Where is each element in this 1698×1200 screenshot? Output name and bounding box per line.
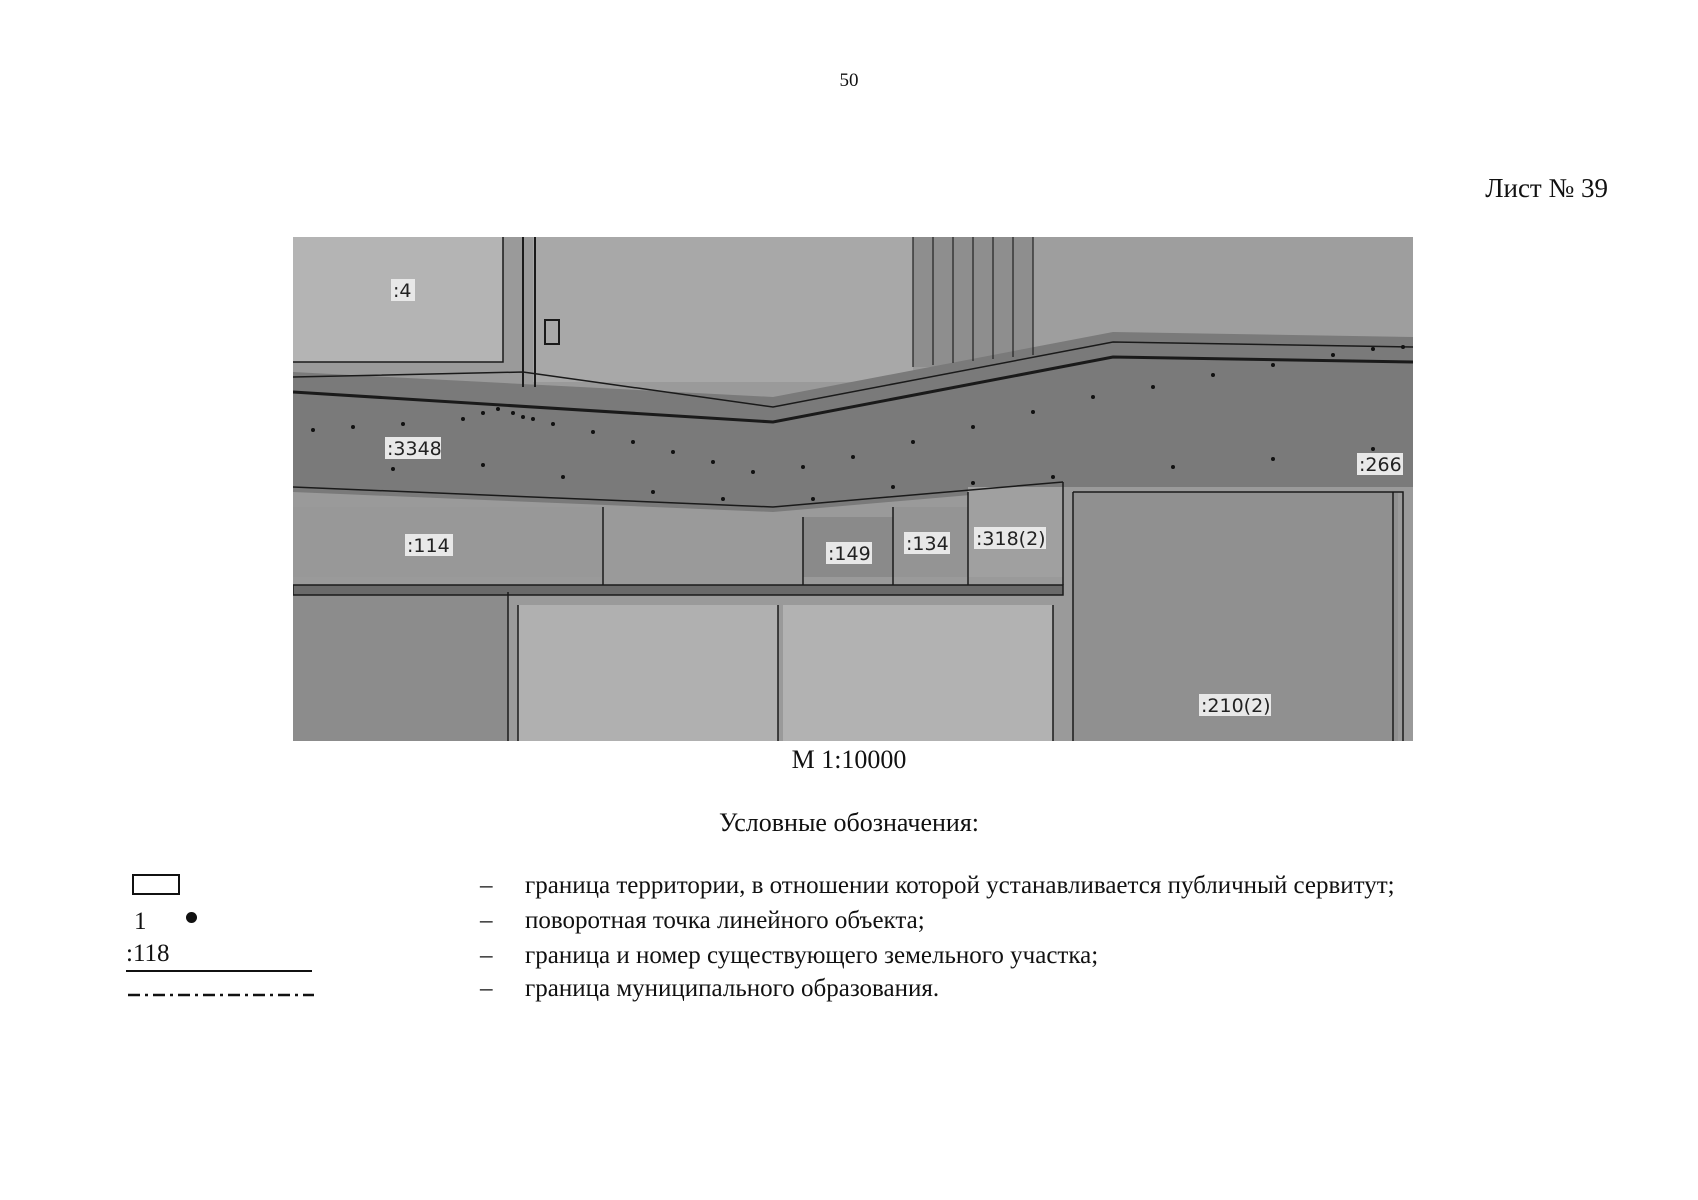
- svg-text::318(2): :318(2): [976, 528, 1046, 550]
- map-image: [293, 237, 1413, 741]
- legend-symbol-parcel-label: :118: [126, 940, 170, 967]
- legend-item-municipal-boundary: [0, 973, 1698, 1007]
- parcel-label-318: [974, 527, 1046, 550]
- legend-title: Условные обозначения:: [718, 808, 980, 837]
- parcel-label-149: [826, 542, 872, 565]
- legend-text: граница и номер существующего земельного участка;: [525, 942, 1099, 969]
- svg-text::3348: :3348: [387, 438, 442, 460]
- legend-text: граница территории, в отношении которой устанавливается публичный сервитут;: [525, 872, 1395, 899]
- legend-symbol-point-label: 1: [134, 908, 147, 935]
- legend-symbol-parcel: [126, 940, 316, 974]
- legend-dash: –: [480, 907, 493, 934]
- legend-symbol-point: [126, 905, 316, 939]
- svg-text::134: :134: [906, 533, 949, 555]
- legend-item-parcel-boundary: [0, 940, 1698, 974]
- sheet-title: Лист № 39: [1485, 173, 1608, 203]
- dash-dot-line-icon: [126, 973, 316, 1007]
- parcel-label-134: [904, 532, 950, 555]
- parcel-label-266: [1357, 453, 1403, 476]
- svg-text::149: :149: [828, 543, 871, 565]
- legend-dash: –: [480, 942, 493, 969]
- field-south-3: [783, 605, 1053, 741]
- legend-symbol-dash-dot: [126, 973, 316, 1007]
- svg-text::4: :4: [393, 280, 412, 302]
- field-south-1: [293, 592, 508, 741]
- legend-item-turning-point: [0, 905, 1698, 939]
- svg-text::210(2): :210(2): [1201, 695, 1271, 717]
- legend-text: граница муниципального образования.: [525, 975, 940, 1002]
- page-number: 50: [839, 70, 859, 91]
- legend-symbol-rectangle: [126, 870, 316, 904]
- parcel-label-114: [405, 534, 453, 557]
- map-scale: М 1:10000: [791, 745, 907, 774]
- legend-item-servitude-boundary: [0, 870, 1698, 904]
- parcel-label-210: [1199, 694, 1271, 717]
- parcel-label-3348: [385, 437, 442, 460]
- legend-dash: –: [480, 975, 493, 1002]
- svg-text::266: :266: [1359, 454, 1402, 476]
- road-south: [293, 585, 1063, 595]
- parcel-label-4: [391, 279, 415, 302]
- field-north-middle: [533, 237, 913, 382]
- legend-dash: –: [480, 872, 493, 899]
- point-icon: [186, 912, 197, 923]
- svg-text::114: :114: [407, 535, 450, 557]
- field-south-2: [518, 605, 778, 741]
- legend-text: поворотная точка линейного объекта;: [525, 907, 925, 934]
- parcel-line-icon: [126, 970, 312, 972]
